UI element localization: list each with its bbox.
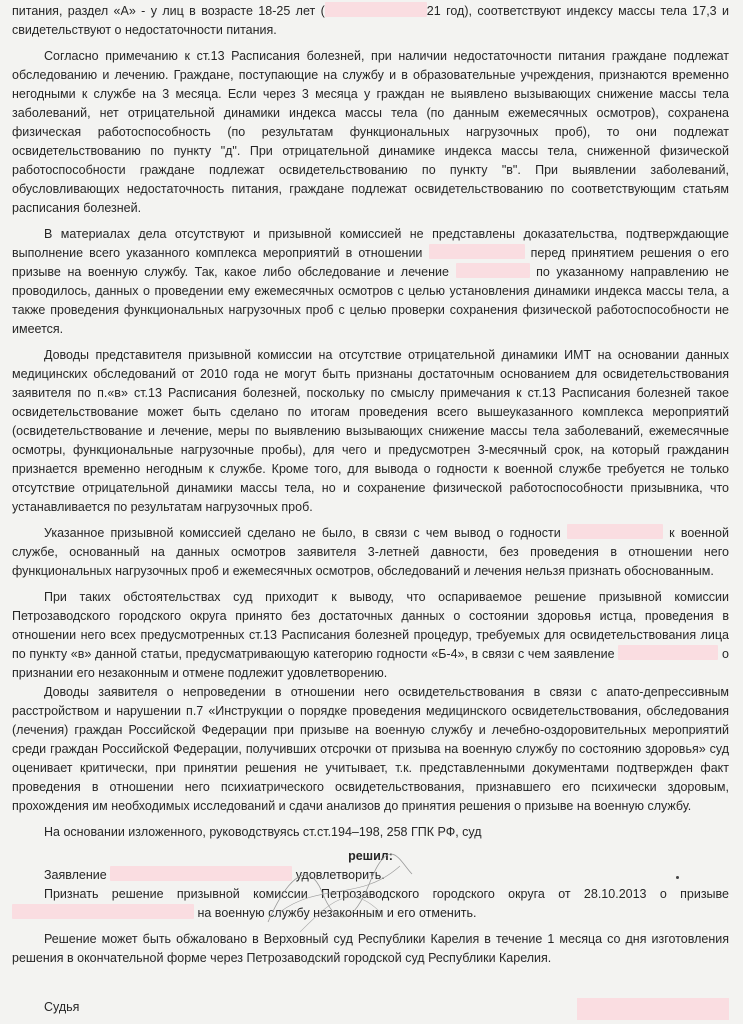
- text-fragment: перед принятием решения о его призыве на военную службу. Так, какое либо обследование и лечение: [12, 246, 729, 279]
- text-fragment: В материалах дела отсутствуют и призывной комиссией не представлены доказательства, подтверждающие выполнение всего указанного комплекса мероприятий в отношении: [12, 227, 729, 260]
- paragraph-applicant-arguments: Доводы заявителя о непроведении в отношении него освидетельствования в связи с апато-депрессивным расстройством и нарушении п.7 «Инструкции о порядке проведения медицинского освидетельствования, обследования (лечения) граждан Российской Федерации при призыве на военную службу и лечебно-оздоровительных мероприятий среди граждан Российской Федерации, получивших отсрочки от призыва на военную службу по состоянию здоровья» суд оценивает критически, при принятии решения не учитывает, т.к. представленными документами подтвержден факт проведения в отношении него психиатрического освидетельствования, признавшего его психически здоровым, прохождения им необходимых исследований и сдачи анализов до принятия решения о призыве на военную службу.: [12, 685, 729, 813]
- redacted-block: [325, 2, 427, 17]
- resolution-appeal: Решение может быть обжаловано в Верховный суд Республики Карелия в течение 1 месяца со дня изготовления решения в окончательной форме через Петрозаводский городской суд Республики Карелия.: [12, 932, 729, 965]
- paragraph-fitness-conclusion: [12, 524, 729, 581]
- paragraph-commission-arguments: Доводы представителя призывной комиссии на отсутствие отрицательной динамики ИМТ на основании данных медицинских обследований от 2010 года не могут быть признаны достаточным основанием для освидетельствования заявителя по п.«в» ст.13 Расписания болезней, поскольку по смыслу примечания к ст.13 Расписания болезней такое освидетельствование может быть сделано по итогам проведения всего вышеуказанного комплекса мероприятий (освидетельствование и лечение, меры по выявлению вызывающих снижение массы тела заболеваний, ежемесячные осмотры, функциональные нагрузочные пробы), для чего и предусмотрен 3-месячный срок, на который гражданин признается временно негодным к службе. Кроме того, для вывода о годности к военной службе требуется не только отсутствие отрицательной динамики массы тела, но и сохранение физической работоспособности призывника, что устанавливается по результатам нагрузочных проб.: [12, 348, 729, 514]
- redacted-name: [110, 866, 292, 881]
- text-fragment: удовлетворить.: [295, 868, 385, 882]
- ink-dot: [676, 876, 679, 879]
- text-fragment: на военную службу незаконным и его отменить.: [197, 906, 477, 920]
- judge-label: Судья: [44, 1000, 80, 1014]
- paragraph-bmi: [12, 2, 729, 40]
- redacted-name: [456, 263, 530, 278]
- text-fragment: 21 год), соответствуют индексу массы тела 17,3 и свидетельствуют о недостаточности питания.: [12, 4, 730, 37]
- paragraph-note-art13: Согласно примечанию к ст.13 Расписания болезней, при наличии недостаточности питания граждане подлежат обследованию и лечению. Граждане, поступающие на службу и в образовательные учреждения, признаются временно негодными к службе на 3 месяца. Если через 3 месяца у граждан не выявлено вызывающих снижение массы тела заболеваний, нет отрицательной динамики индекса массы тела (по данным ежемесячных осмотров), сохранена физическая работоспособность (по результатам функциональных нагрузочных проб), то они подлежат освидетельствованию по пункту "д". При отрицательной динамике индекса массы тела, сниженной физической работоспособности граждане подлежат освидетельствованию по пункту "в". При выявлении заболеваний, обусловливающих недостаточность питания, граждане подлежат освидетельствованию по соответствующим статьям расписания болезней.: [12, 49, 729, 215]
- resolution-item-2: [12, 885, 729, 923]
- paragraph-case-materials: [12, 225, 729, 339]
- text-fragment: к военной службе, основанный на данных осмотров заявителя 3-летней давности, без проведения в отношении него функциональных нагрузочных проб и ежемесячных осмотров, обследований и лечения нельзя признать обоснованным.: [12, 526, 729, 578]
- text-fragment: о признании его незаконным и отмене подлежит удовлетворению.: [12, 647, 729, 680]
- redacted-name: [567, 524, 663, 539]
- resolved-heading: решил:: [348, 849, 393, 863]
- paragraph-legal-basis: На основании изложенного, руководствуясь ст.ст.194–198, 258 ГПК РФ, суд: [44, 825, 482, 839]
- redacted-name: [618, 645, 718, 660]
- redacted-judge-name: [577, 998, 729, 1020]
- resolution-item-1: [12, 866, 729, 885]
- text-fragment: Заявление: [44, 868, 107, 882]
- redacted-name: [12, 904, 194, 919]
- paragraph-court-finding: [12, 588, 729, 683]
- text-fragment: по указанному направлению не проводилось, данных о проведении ему ежемесячных осмотров с целью установления динамики индекса массы тела, а также проведения функциональных нагрузочных проб с целью проверки сохранения физической работоспособности не имеется.: [12, 265, 729, 336]
- text-fragment: Признать решение призывной комиссии Петрозаводского городского округа от 28.10.2013 о призыве: [44, 887, 729, 901]
- redacted-name: [429, 244, 525, 259]
- text-fragment: Указанное призывной комиссией сделано не было, в связи с чем вывод о годности: [44, 526, 561, 540]
- text-fragment: При таких обстоятельствах суд приходит к выводу, что оспариваемое решение призывной комиссии Петрозаводского городского округа принято без достаточных данных о состоянии здоровья истца, проведения в отношении него всех предусмотренных ст.13 Расписания болезней процедур, требуемых для освидетельствования лица по пункту «в» данной статьи, предусматривающую категорию годности «Б-4», в связи с чем заявление: [12, 590, 729, 661]
- text-fragment: питания, раздел «А» - у лиц в возрасте 18-25 лет (: [12, 4, 325, 18]
